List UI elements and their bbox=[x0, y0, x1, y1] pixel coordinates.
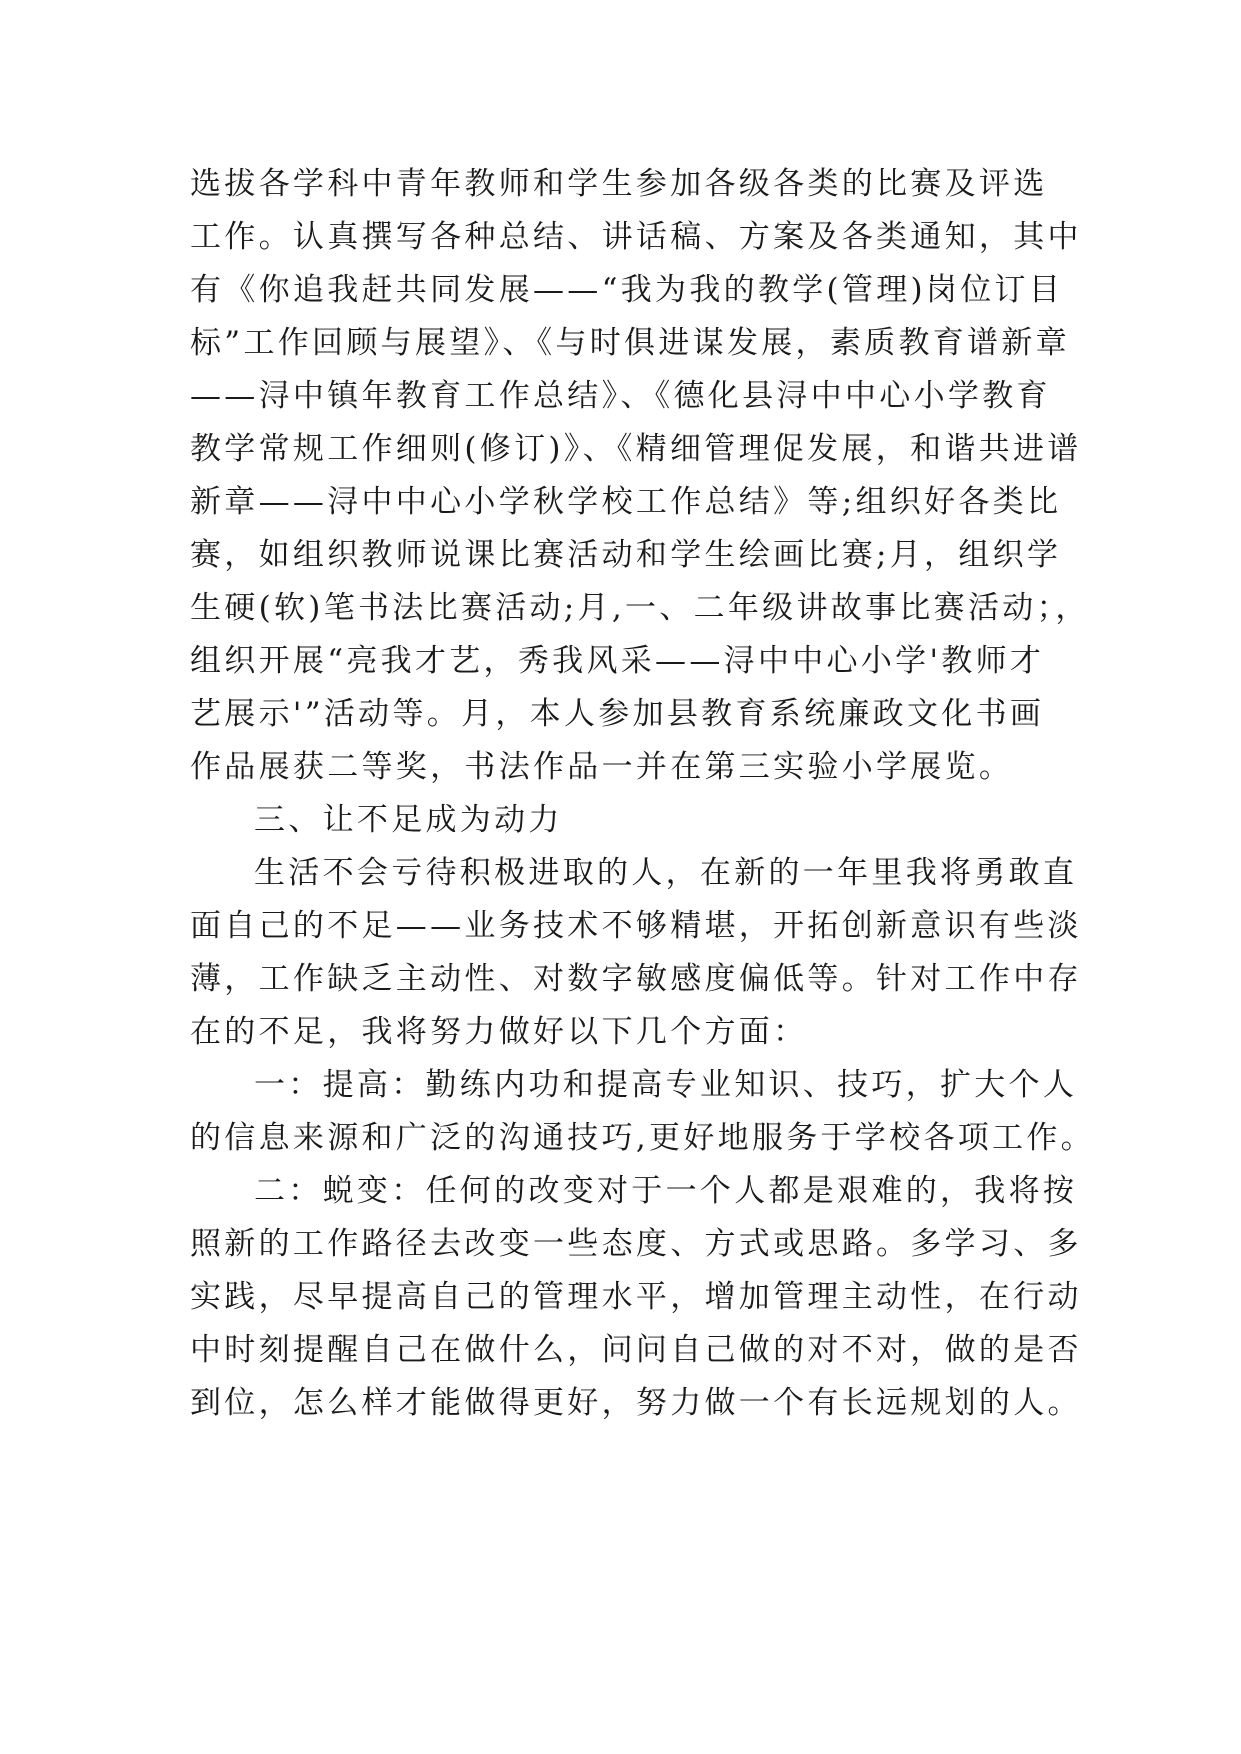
text-line: 二：蜕变：任何的改变对于一个人都是艰难的，我将按 bbox=[254, 1173, 1078, 1209]
text-line: 薄，工作缺乏主动性、对数字敏感度偏低等。针对工作中存 bbox=[190, 961, 1082, 997]
text-line: 生硬(软)笔书法比赛活动;月,一、二年级讲故事比赛活动；， bbox=[190, 590, 1090, 626]
text-line: ——浔中镇年教育工作总结》、《德化县浔中中心小学教育 bbox=[190, 378, 1051, 414]
text-line: 照新的工作路径去改变一些态度、方式或思路。多学习、多 bbox=[190, 1226, 1082, 1262]
document-body bbox=[190, 158, 1095, 1430]
text-line: 新章——浔中中心小学秋学校工作总结》等;组织好各类比 bbox=[190, 484, 1062, 520]
text-line: 教学常规工作细则(修订)》、《精细管理促发展，和谐共进谱 bbox=[190, 431, 1082, 467]
text-line: 赛，如组织教师说课比赛活动和学生绘画比赛;月，组织学 bbox=[190, 537, 1062, 573]
text-line: 实践，尽早提高自己的管理水平，增加管理主动性，在行动 bbox=[190, 1279, 1082, 1315]
text-line: 组织开展“亮我才艺，秀我风采——浔中中心小学'教师才 bbox=[190, 643, 1045, 679]
text-line: 一：提高：勤练内功和提高专业知识、技巧，扩大个人 bbox=[254, 1067, 1078, 1103]
text-line: 有《你追我赶共同发展——“我为我的教学(管理)岗位订目 bbox=[190, 272, 1064, 308]
text-line: 生活不会亏待积极进取的人，在新的一年里我将勇敢直 bbox=[254, 855, 1078, 891]
text-line: 的信息来源和广泛的沟通技巧,更好地服务于学校各项工作。 bbox=[190, 1120, 1095, 1156]
text-line: 艺展示'”活动等。月，本人参加县教育系统廉政文化书画 bbox=[190, 696, 1045, 732]
text-line: 选拔各学科中青年教师和学生参加各级各类的比赛及评选 bbox=[190, 166, 1048, 202]
text-line: 面自己的不足——业务技术不够精堪，开拓创新意识有些淡 bbox=[190, 908, 1082, 944]
text-line: 在的不足，我将努力做好以下几个方面： bbox=[190, 1014, 808, 1050]
text-line: 标”工作回顾与展望》、《与时俱进谋发展，素质教育谱新章 bbox=[190, 325, 1070, 361]
text-line: 到位，怎么样才能做得更好，努力做一个有长远规划的人。 bbox=[190, 1385, 1082, 1421]
text-line: 作品展获二等奖，书法作品一并在第三实验小学展览。 bbox=[190, 749, 1014, 785]
text-line: 中时刻提醒自己在做什么，问问自己做的对不对，做的是否 bbox=[190, 1332, 1082, 1368]
text-line: 三、让不足成为动力 bbox=[254, 802, 563, 838]
text-line: 工作。认真撰写各种总结、讲话稿、方案及各类通知，其中 bbox=[190, 219, 1082, 255]
